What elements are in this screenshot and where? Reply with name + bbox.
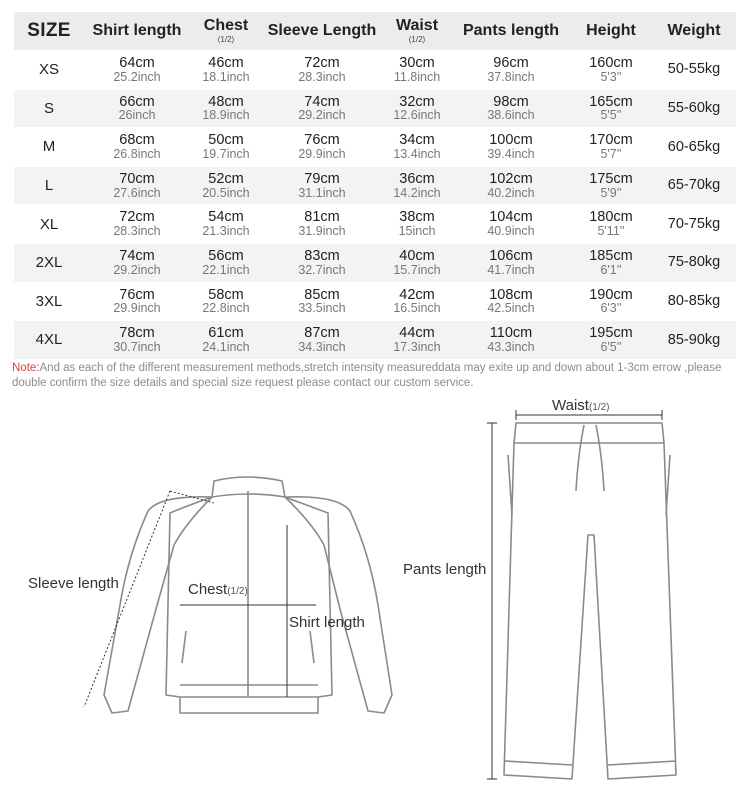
pants-cell <box>452 90 570 128</box>
shirt-imperial: 28.3inch <box>113 224 161 239</box>
waist-imperial: 15.7inch <box>393 262 441 277</box>
shirt-cell <box>84 51 190 89</box>
sleeve-cm: 76cm <box>304 132 340 149</box>
waist-imperial: 12.6inch <box>393 108 441 123</box>
height-cell <box>570 90 652 128</box>
header-waist <box>382 12 452 50</box>
shirt-cell <box>84 128 190 166</box>
waist-imperial: 11.8inch <box>393 69 441 84</box>
sleeve-imperial: 32.7inch <box>298 262 346 277</box>
pants-icon <box>504 423 676 779</box>
shirt-imperial: 27.6inch <box>113 185 161 200</box>
sleeve-cell <box>262 244 382 282</box>
height-imperial: 6'1'' <box>600 262 622 277</box>
chest-cell <box>190 244 262 282</box>
sleeve-cm: 83cm <box>304 248 340 264</box>
chest-imperial: 22.1inch <box>202 262 250 277</box>
header-chest-label: Chest <box>203 17 249 35</box>
sleeve-cm: 81cm <box>304 209 340 226</box>
pants-cm: 104cm <box>489 209 533 226</box>
pants-imperial: 40.2inch <box>487 185 535 200</box>
header-chest-sub: (1/2) <box>217 34 235 44</box>
height-imperial: 5'7'' <box>600 147 622 161</box>
height-imperial: 5'5'' <box>600 108 622 123</box>
weight-cell: 65-70kg <box>667 177 721 194</box>
chest-cell <box>190 167 262 205</box>
chest-cm: 58cm <box>208 286 244 303</box>
chest-label <box>188 581 248 598</box>
sleeve-cm: 87cm <box>304 325 340 342</box>
table-row <box>14 244 736 283</box>
size-cell: L <box>44 176 54 194</box>
height-cm: 185cm <box>589 248 633 264</box>
sleeve-imperial: 34.3inch <box>298 339 346 354</box>
height-cell <box>570 51 652 89</box>
height-imperial: 5'9'' <box>600 185 622 200</box>
shirt-imperial: 30.7inch <box>113 339 161 354</box>
shirt-cm: 72cm <box>119 209 155 226</box>
measurement-note <box>12 361 742 391</box>
pants-imperial: 42.5inch <box>487 301 535 316</box>
height-cm: 190cm <box>589 286 633 303</box>
chest-imperial: 20.5inch <box>202 185 250 200</box>
chest-cell <box>190 283 262 321</box>
chest-cell <box>190 205 262 243</box>
shirt-cm: 78cm <box>119 325 155 342</box>
header-size: SIZE <box>27 20 71 42</box>
sleeve-cm: 74cm <box>304 93 340 110</box>
pants-cell <box>452 205 570 243</box>
height-cell <box>570 167 652 205</box>
waist-cell <box>382 244 452 282</box>
pants-length-label: Pants length <box>403 561 487 578</box>
waist-label <box>552 397 610 414</box>
sleeve-imperial: 33.5inch <box>298 301 346 316</box>
header-waist-sub: (1/2) <box>408 34 426 44</box>
table-row <box>14 51 736 90</box>
weight-cell: 50-55kg <box>667 61 721 78</box>
waist-cell <box>382 167 452 205</box>
header-chest <box>190 12 262 50</box>
pants-cell <box>452 244 570 282</box>
pants-imperial: 40.9inch <box>487 224 535 239</box>
shirt-imperial: 29.2inch <box>113 262 161 277</box>
pants-cell <box>452 128 570 166</box>
chest-imperial: 21.3inch <box>202 224 250 239</box>
sleeve-cell <box>262 167 382 205</box>
chest-cell <box>190 51 262 89</box>
shirt-cell <box>84 244 190 282</box>
waist-cell <box>382 205 452 243</box>
height-imperial: 5'11'' <box>597 224 625 239</box>
pants-cm: 102cm <box>489 170 533 187</box>
waist-imperial: 13.4inch <box>393 147 441 161</box>
table-header-row <box>14 12 736 51</box>
waist-cm: 36cm <box>399 170 435 187</box>
weight-cell: 75-80kg <box>667 254 721 271</box>
shirt-cm: 66cm <box>119 93 155 110</box>
table-row <box>14 283 736 322</box>
waist-cm: 38cm <box>399 209 435 226</box>
header-weight: Weight <box>667 21 721 39</box>
shirt-imperial: 26inch <box>118 108 156 123</box>
waist-cm: 30cm <box>399 55 435 72</box>
pants-cm: 108cm <box>489 286 533 303</box>
pants-cm: 110cm <box>489 325 533 342</box>
height-imperial: 5'3'' <box>600 69 622 84</box>
shirt-cm: 74cm <box>119 248 155 264</box>
sleeve-cell <box>262 321 382 359</box>
shirt-imperial: 29.9inch <box>113 301 161 316</box>
sleeve-cell <box>262 205 382 243</box>
waist-cm: 40cm <box>399 248 435 264</box>
sleeve-cm: 85cm <box>304 286 340 303</box>
height-imperial: 6'3'' <box>600 301 622 316</box>
chest-cell <box>190 321 262 359</box>
sleeve-cell <box>262 283 382 321</box>
sleeve-imperial: 29.2inch <box>298 108 346 123</box>
jacket-measure-lines <box>84 491 316 707</box>
sleeve-cell <box>262 51 382 89</box>
header-height: Height <box>586 21 636 39</box>
chest-cm: 50cm <box>208 132 244 149</box>
waist-imperial: 14.2inch <box>393 185 441 200</box>
sleeve-cell <box>262 90 382 128</box>
sleeve-imperial: 28.3inch <box>298 69 346 84</box>
shirt-imperial: 25.2inch <box>113 69 161 84</box>
pants-cm: 100cm <box>489 132 533 149</box>
waist-cell <box>382 321 452 359</box>
weight-cell: 80-85kg <box>667 292 721 309</box>
chest-cm: 61cm <box>208 325 244 342</box>
sleeve-length-label: Sleeve length <box>28 575 119 592</box>
header-shirt-length: Shirt length <box>92 21 182 39</box>
height-cm: 175cm <box>589 170 633 187</box>
pants-imperial: 37.8inch <box>487 69 535 84</box>
sleeve-cm: 79cm <box>304 170 340 187</box>
shirt-imperial: 26.8inch <box>113 147 161 161</box>
size-cell: 3XL <box>35 292 63 310</box>
size-cell: M <box>42 138 56 156</box>
pants-cell <box>452 283 570 321</box>
height-cm: 165cm <box>589 93 633 110</box>
waist-cm: 34cm <box>399 132 435 149</box>
chest-cm: 56cm <box>208 248 244 264</box>
pants-cm: 96cm <box>493 55 529 72</box>
pants-cm: 98cm <box>493 93 529 110</box>
table-row <box>14 128 736 167</box>
shirt-cell <box>84 321 190 359</box>
height-cm: 195cm <box>589 325 633 342</box>
chest-cm: 48cm <box>208 93 244 110</box>
waist-imperial: 15inch <box>398 224 436 239</box>
header-pants-length: Pants length <box>462 21 559 39</box>
chest-label-sub: (1/2) <box>227 586 248 597</box>
pants-cm: 106cm <box>489 248 533 264</box>
weight-cell: 70-75kg <box>667 215 721 232</box>
waist-cell <box>382 90 452 128</box>
chest-cm: 46cm <box>208 55 244 72</box>
size-cell: XS <box>38 61 59 79</box>
shirt-length-label: Shirt length <box>289 614 365 631</box>
size-cell: 2XL <box>35 254 63 272</box>
pants-imperial: 38.6inch <box>487 108 535 123</box>
note-text: And as each of the different measurement methods,stretch intensity measureddata may exite up and down about 1-3cm errow ,please double confirm the size details and special size request please contact our custom service. <box>12 362 722 389</box>
sleeve-imperial: 31.1inch <box>298 185 346 200</box>
chest-label-text: Chest <box>188 581 228 598</box>
height-cm: 160cm <box>589 55 633 72</box>
waist-cell <box>382 128 452 166</box>
size-chart-table <box>14 12 736 360</box>
weight-cell: 55-60kg <box>667 100 721 116</box>
waist-cell <box>382 283 452 321</box>
garment-diagram <box>0 395 750 808</box>
size-cell: XL <box>39 215 59 233</box>
weight-cell: 60-65kg <box>667 138 721 155</box>
waist-imperial: 17.3inch <box>393 339 441 354</box>
size-cell: 4XL <box>35 331 63 349</box>
jacket-icon <box>104 477 392 713</box>
chest-imperial: 24.1inch <box>202 339 250 354</box>
sleeve-cell <box>262 128 382 166</box>
waist-cm: 32cm <box>399 93 435 110</box>
waist-cm: 42cm <box>399 286 435 303</box>
note-label: Note: <box>12 362 40 374</box>
shirt-cm: 76cm <box>119 286 155 303</box>
pants-cell <box>452 51 570 89</box>
sleeve-imperial: 31.9inch <box>298 224 346 239</box>
height-cm: 170cm <box>589 132 633 149</box>
height-cell <box>570 283 652 321</box>
chest-cm: 54cm <box>208 209 244 226</box>
chest-imperial: 19.7inch <box>202 147 250 161</box>
pants-cell <box>452 321 570 359</box>
garment-illustration <box>0 395 750 808</box>
shirt-cell <box>84 205 190 243</box>
chest-cell <box>190 128 262 166</box>
shirt-cell <box>84 90 190 128</box>
weight-cell: 85-90kg <box>667 331 721 348</box>
chest-cm: 52cm <box>208 170 244 187</box>
height-cell <box>570 321 652 359</box>
shirt-cell <box>84 283 190 321</box>
shirt-cm: 70cm <box>119 170 155 187</box>
height-cm: 180cm <box>589 209 633 226</box>
chest-imperial: 22.8inch <box>202 301 250 316</box>
height-imperial: 6'5'' <box>600 339 622 354</box>
shirt-cm: 68cm <box>119 132 155 149</box>
waist-cell <box>382 51 452 89</box>
table-row <box>14 90 736 129</box>
waist-label-sub: (1/2) <box>588 402 610 413</box>
table-row <box>14 321 736 360</box>
table-row <box>14 167 736 206</box>
pants-imperial: 39.4inch <box>487 147 535 161</box>
pants-imperial: 43.3inch <box>487 339 535 354</box>
height-cell <box>570 244 652 282</box>
waist-cm: 44cm <box>399 325 435 342</box>
header-sleeve-length: Sleeve Length <box>267 21 377 39</box>
table-row <box>14 205 736 244</box>
chest-imperial: 18.9inch <box>202 108 250 123</box>
size-cell: S <box>43 99 54 117</box>
pants-cell <box>452 167 570 205</box>
waist-imperial: 16.5inch <box>393 301 441 316</box>
header-waist-label: Waist <box>395 17 439 35</box>
height-cell <box>570 128 652 166</box>
shirt-cell <box>84 167 190 205</box>
shirt-cm: 64cm <box>119 55 155 72</box>
chest-imperial: 18.1inch <box>202 69 250 84</box>
waist-label-text: Waist <box>552 397 589 414</box>
sleeve-imperial: 29.9inch <box>298 147 346 161</box>
height-cell <box>570 205 652 243</box>
sleeve-cm: 72cm <box>304 55 340 72</box>
pants-imperial: 41.7inch <box>487 262 535 277</box>
chest-cell <box>190 90 262 128</box>
